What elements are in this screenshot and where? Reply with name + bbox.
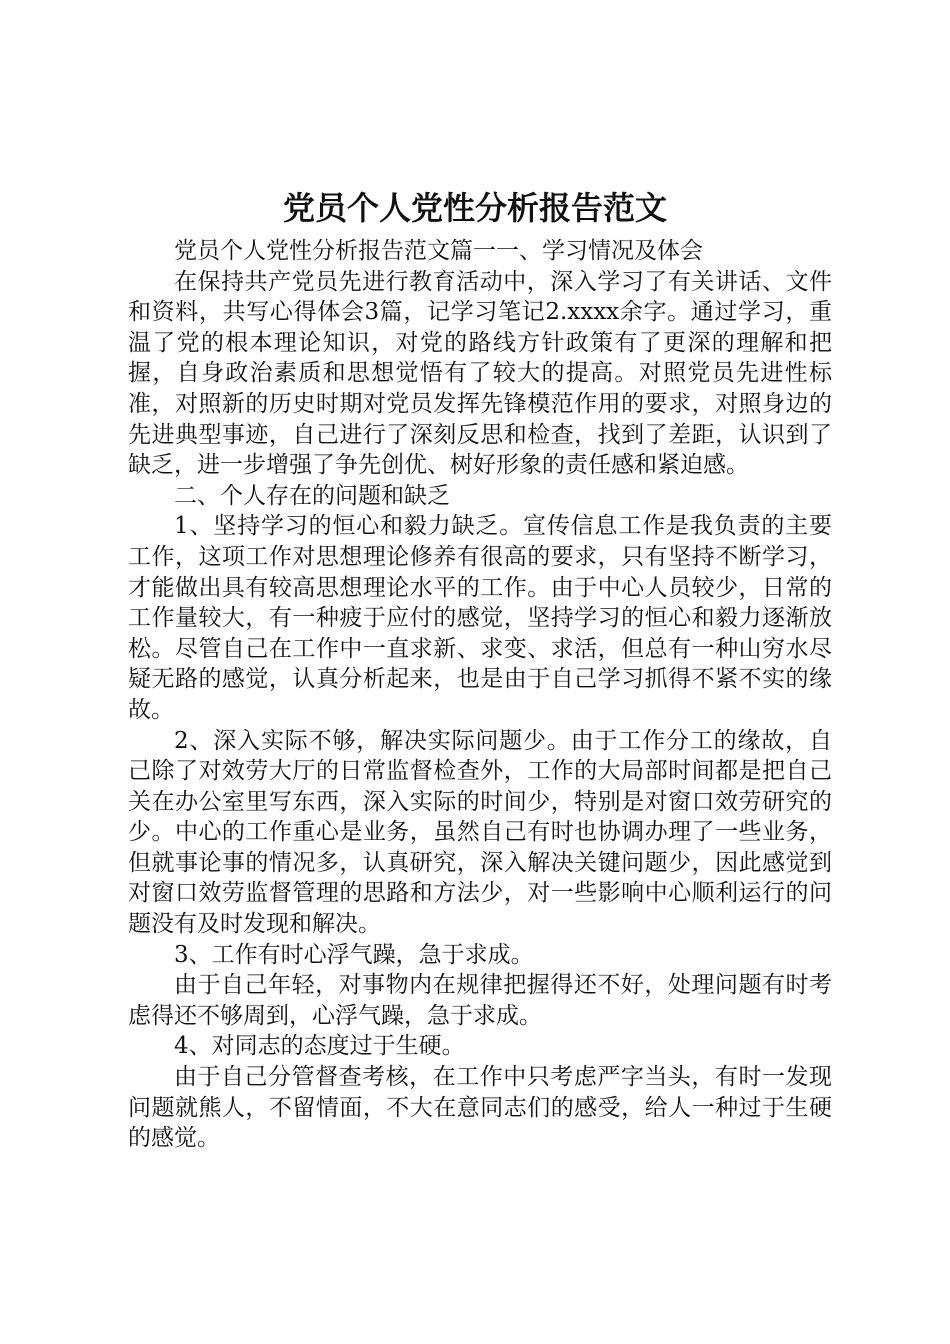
paragraph-problem-4-body: 由于自己分管督查考核，在工作中只考虑严字当头，有时一发现问题就熊人，不留情面，不大在意同志们的感受，给人一种过于生硬的感觉。 <box>128 1064 832 1152</box>
paragraph-problem-1: 1、坚持学习的恒心和毅力缺乏。宣传信息工作是我负责的主要工作，这项工作对思想理论修养有很高的要求，只有坚持不断学习，才能做出具有较高思想理论水平的工作。由于中心人员较少，日常的工作量较大，有一种疲于应付的感觉，坚持学习的恒心和毅力逐渐放松。尽管自己在工作中一直求新、求变、求活，但总有一种山穷水尽疑无路的感觉，认真分析起来，也是由于自己学习抓得不紧不实的缘故。 <box>128 513 832 723</box>
paragraph-problem-4-heading: 4、对同志的态度过于生硬。 <box>174 1033 465 1060</box>
section-heading-problems: 二、个人存在的问题和缺乏 <box>174 482 450 509</box>
paragraph-intro-heading: 党员个人党性分析报告范文篇一一、学习情况及体会 <box>174 238 703 264</box>
paragraph-study-summary: 在保持共产党员先进行教育活动中，深入学习了有关讲话、文件和资料，共写心得体会3篇，记学习笔记2.xxxx余字。通过学习，重温了党的根本理论知识，对党的路线方针政策有了更深的理解和把握，自身政治素质和思想觉悟有了较大的提高。对照党员先进性标准，对照新的历史时期对党员发挥先锋模范作用的要求，对照身边的先进典型事迹，自己进行了深刻反思和检查，找到了差距，认识到了缺乏，进一步增强了争先创优、树好形象的责任感和紧迫感。 <box>128 268 832 479</box>
document-body <box>128 236 832 1154</box>
paragraph-problem-3-body: 由于自己年轻，对事物内在规律把握得还不好，处理问题有时考虑得还不够周到，心浮气躁，急于求成。 <box>128 972 832 1029</box>
document-title: 党员个人党性分析报告范文 <box>282 189 667 227</box>
paragraph-problem-2: 2、深入实际不够，解决实际问题少。由于工作分工的缘故，自己除了对效劳大厅的日常监督检查外，工作的大局部时间都是把自己关在办公室里写东西，深入实际的时间少，特别是对窗口效劳研究的少。中心的工作重心是业务，虽然自己有时也协调办理了一些业务，但就事论事的情况多，认真研究，深入解决关键问题少，因此感觉到对窗口效劳监督管理的思路和方法少，对一些影响中心顺利运行的问题没有及时发现和解决。 <box>128 727 832 938</box>
paragraph-problem-3-heading: 3、工作有时心浮气躁，急于求成。 <box>174 941 534 968</box>
